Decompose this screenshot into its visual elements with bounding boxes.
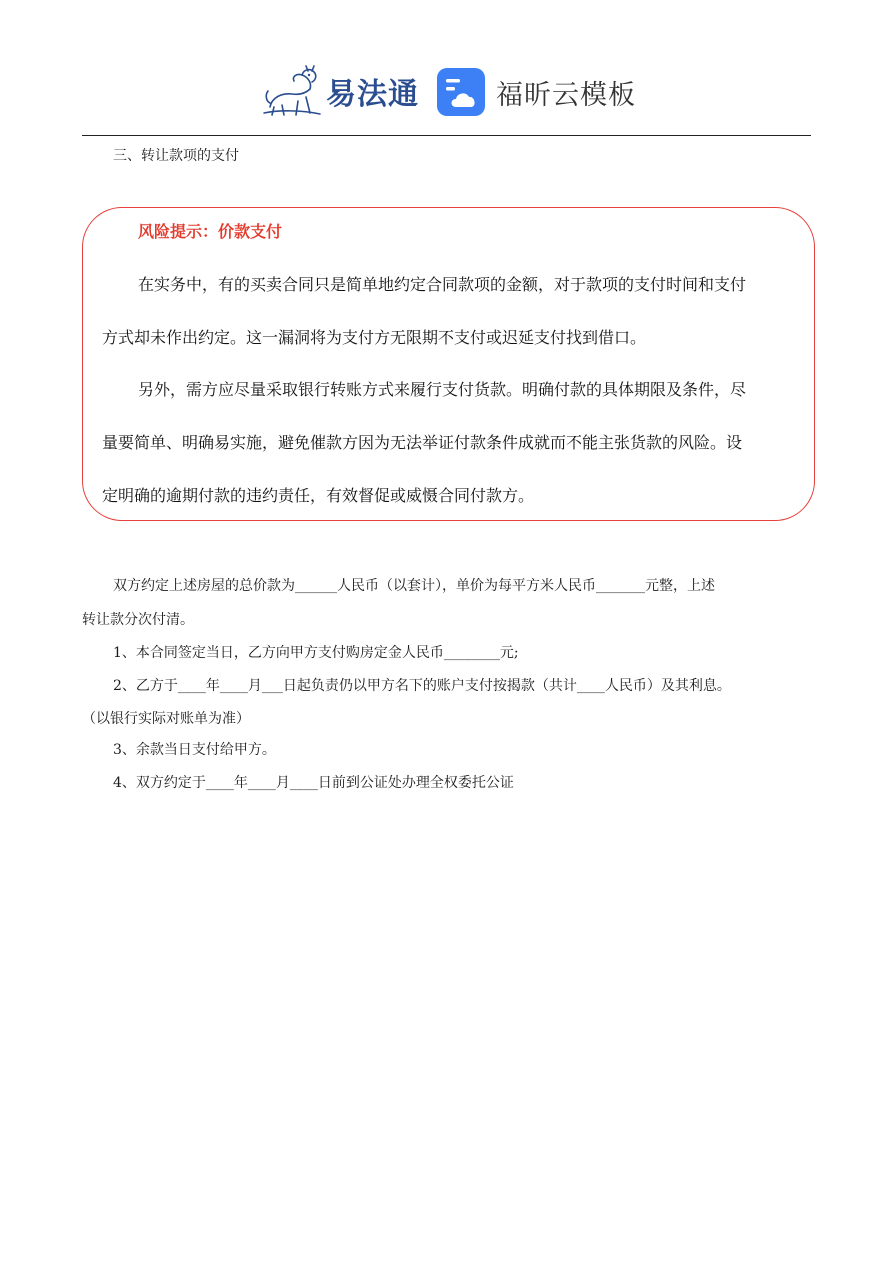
right-brand-text: 福昕云模板 [496, 79, 636, 111]
terms-item-1: 1、本合同签定当日，乙方向甲方支付购房定金人民币________元; [113, 645, 519, 661]
left-brand-text: 易法通 [326, 77, 419, 112]
header-divider [82, 135, 811, 136]
risk-p1-line2: 方式却未作出约定。这一漏洞将为支付方无限期不支付或迟延支付找到借口。 [102, 328, 647, 347]
risk-notice-title: 风险提示：价款支付 [138, 222, 283, 241]
risk-notice-box [82, 207, 815, 521]
yifatong-logo [262, 62, 419, 120]
risk-p1-line1: 在实务中，有的买卖合同只是简单地约定合同款项的金额，对于款项的支付时间和支付 [138, 275, 747, 294]
risk-p2-line1: 另外，需方应尽量采取银行转账方式来履行支付货款。明确付款的具体期限及条件，尽 [138, 380, 747, 399]
section-heading: 三、转让款项的支付 [113, 148, 239, 164]
terms-item-4: 4、双方约定于____年____月____日前到公证处办理全权委托公证 [113, 775, 514, 791]
cloud-doc-app-icon [436, 67, 486, 117]
terms-item-2-line1: 2、乙方于____年____月___日起负责仍以甲方名下的账户支付按揭款（共计____人民币）及其利息。 [113, 678, 731, 694]
risk-p2-line3: 定明确的逾期付款的违约责任，有效督促或威慑合同付款方。 [102, 486, 535, 505]
risk-p2-line2: 量要简单、明确易实施，避免催款方因为无法举证付款条件成就而不能主张货款的风险。设 [102, 433, 743, 452]
terms-intro-line2: 转让款分次付清。 [82, 612, 194, 628]
terms-intro-line1: 双方约定上述房屋的总价款为______人民币（以套计），单价为每平方米人民币_______元整，上述 [113, 578, 715, 594]
terms-item-2-line2: （以银行实际对账单为准） [82, 711, 250, 727]
fuxin-template-logo [436, 66, 636, 118]
page-header [0, 60, 893, 122]
terms-item-3: 3、余款当日支付给甲方。 [113, 742, 276, 758]
kylin-mascot-icon [262, 63, 324, 119]
